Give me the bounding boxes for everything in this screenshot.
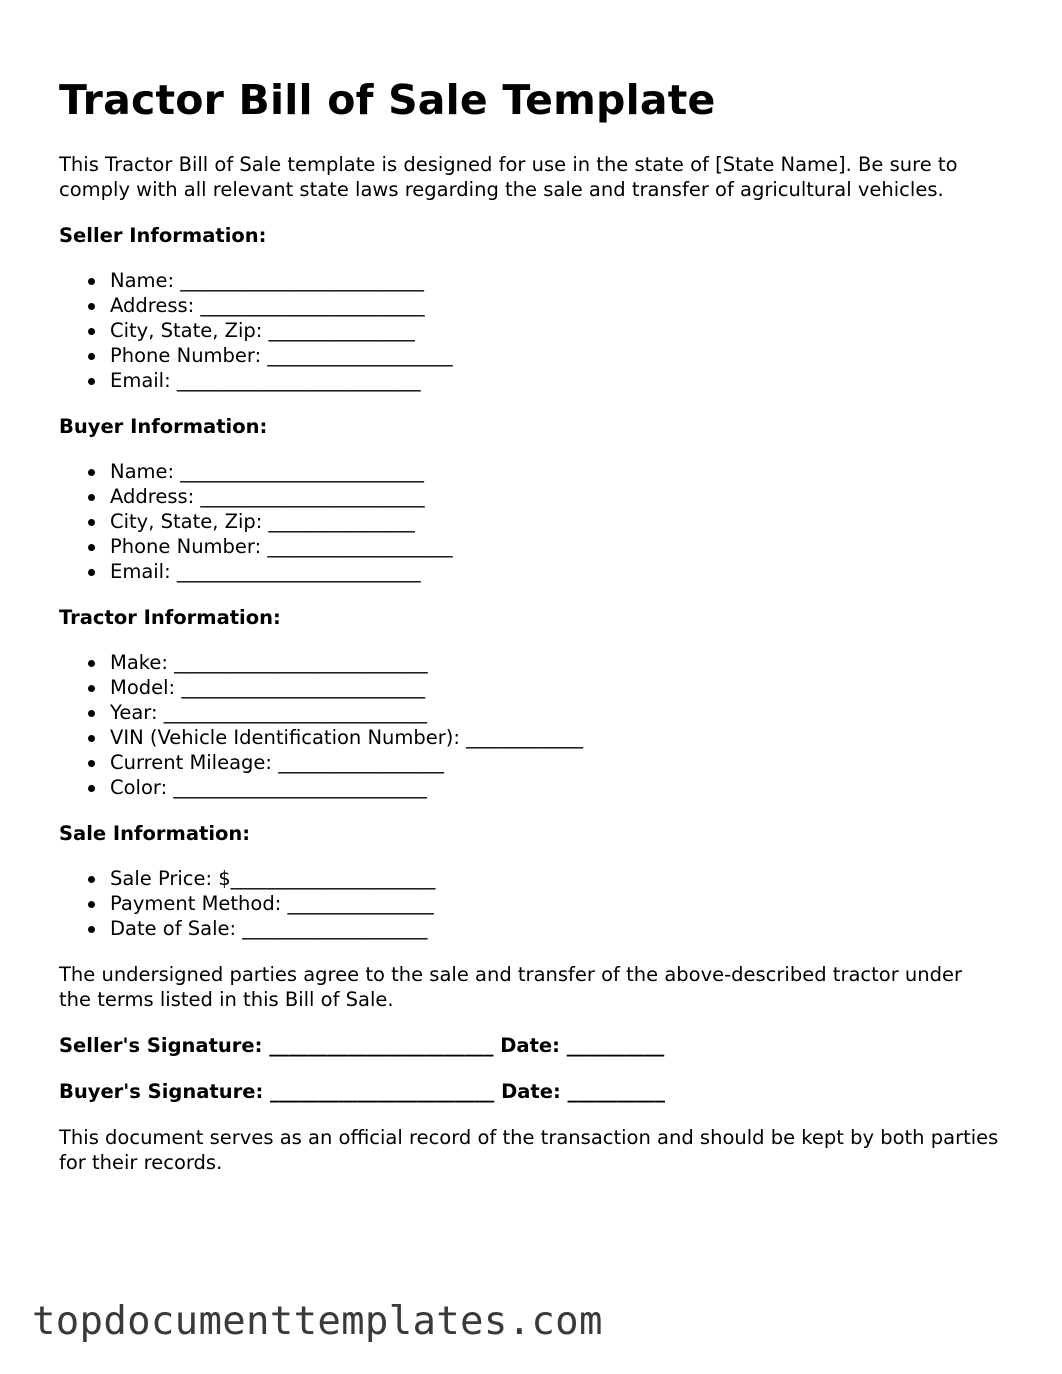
buyer-info-list xyxy=(59,459,999,584)
seller-info-list xyxy=(59,268,999,393)
site-watermark: topdocumenttemplates.com xyxy=(32,1299,603,1344)
buyer-phone-field: Phone Number: ___________________ xyxy=(110,534,999,559)
sale-price-field: Sale Price: $_____________________ xyxy=(110,866,999,891)
seller-address-field: Address: _______________________ xyxy=(110,293,999,318)
tractor-make-field: Make: __________________________ xyxy=(110,650,999,675)
seller-email-field: Email: _________________________ xyxy=(110,368,999,393)
intro-paragraph: This Tractor Bill of Sale template is designed for use in the state of [State Name]. Be sure to comply with all relevant state laws regarding the sale and transfer of agricultural vehicles. xyxy=(59,153,958,201)
sale-section-heading: Sale Information: xyxy=(59,822,251,845)
date-of-sale-field: Date of Sale: ___________________ xyxy=(110,916,999,941)
tractor-year-field: Year: ___________________________ xyxy=(110,700,999,725)
tractor-mileage-field: Current Mileage: _________________ xyxy=(110,750,999,775)
seller-section-heading: Seller Information: xyxy=(59,224,267,247)
tractor-info-list xyxy=(59,650,999,800)
document-page xyxy=(59,74,999,1175)
buyer-section-heading: Buyer Information: xyxy=(59,415,268,438)
buyer-city-state-zip-field: City, State, Zip: _______________ xyxy=(110,509,999,534)
seller-name-field: Name: _________________________ xyxy=(110,268,999,293)
tractor-model-field: Model: _________________________ xyxy=(110,675,999,700)
seller-city-state-zip-field: City, State, Zip: _______________ xyxy=(110,318,999,343)
buyer-email-field: Email: _________________________ xyxy=(110,559,999,584)
tractor-section-heading: Tractor Information: xyxy=(59,606,281,629)
page-title: Tractor Bill of Sale Template xyxy=(59,76,716,124)
buyer-name-field: Name: _________________________ xyxy=(110,459,999,484)
closing-paragraph: This document serves as an official record of the transaction and should be kept by both parties for their records. xyxy=(59,1126,999,1174)
seller-phone-field: Phone Number: ___________________ xyxy=(110,343,999,368)
tractor-vin-field: VIN (Vehicle Identification Number): ____________ xyxy=(110,725,999,750)
seller-signature-line: Seller's Signature: _______________________ Date: __________ xyxy=(59,1034,665,1057)
tractor-color-field: Color: __________________________ xyxy=(110,775,999,800)
buyer-signature-line: Buyer's Signature: _______________________ Date: __________ xyxy=(59,1080,666,1103)
sale-info-list xyxy=(59,866,999,941)
buyer-address-field: Address: _______________________ xyxy=(110,484,999,509)
payment-method-field: Payment Method: _______________ xyxy=(110,891,999,916)
agreement-paragraph: The undersigned parties agree to the sale and transfer of the above-described tractor under the terms listed in this Bill of Sale. xyxy=(59,963,963,1011)
